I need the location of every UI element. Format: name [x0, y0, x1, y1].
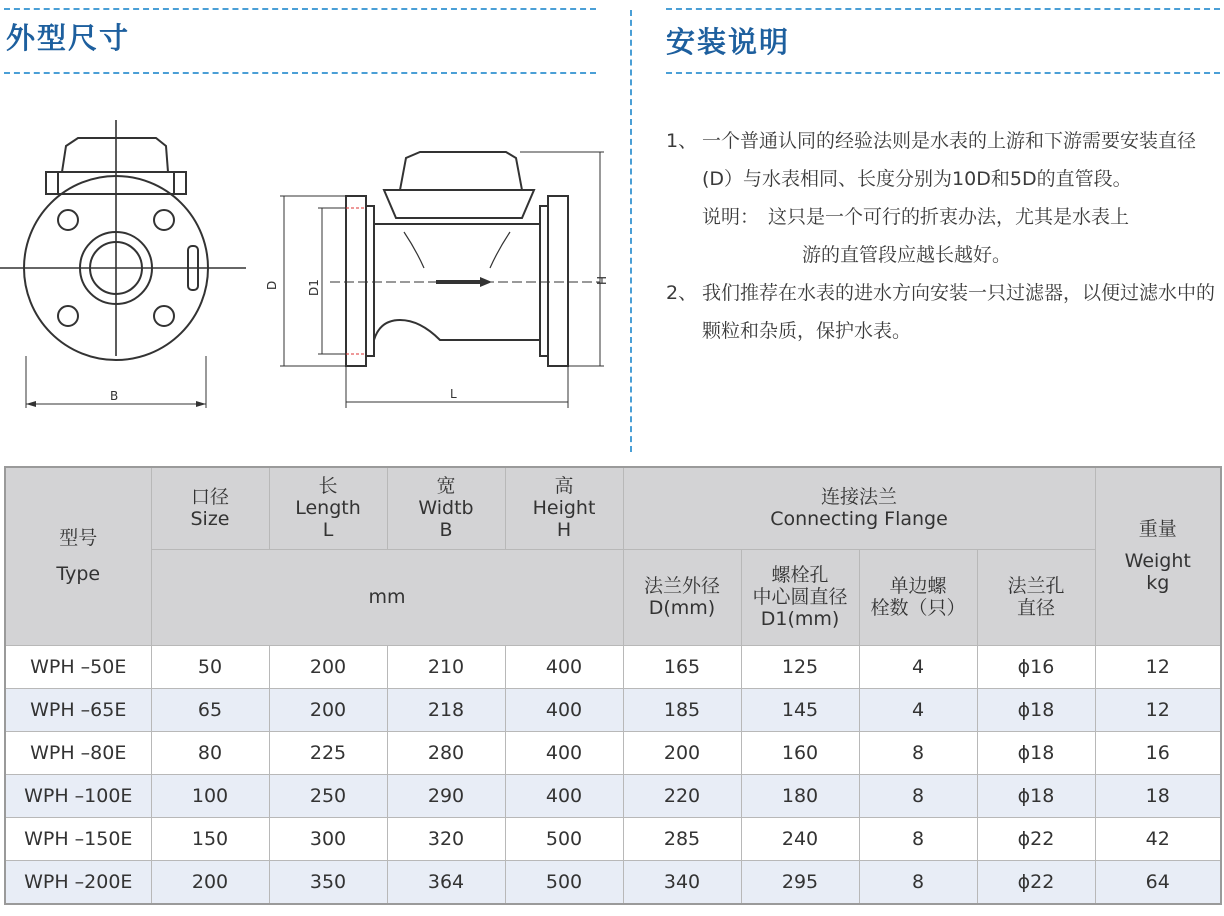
cell-size: 65	[151, 688, 269, 731]
cell-width: 290	[387, 774, 505, 817]
cell-height: 500	[505, 860, 623, 904]
cell-weight: 42	[1095, 817, 1221, 860]
note-1-remark	[666, 198, 1218, 274]
cell-bolt-circle: 295	[741, 860, 859, 904]
cell-height: 500	[505, 817, 623, 860]
cell-width: 218	[387, 688, 505, 731]
cell-height: 400	[505, 688, 623, 731]
dimensions-title: 外型尺寸	[6, 21, 131, 55]
cell-length: 350	[269, 860, 387, 904]
cell-flange-od: 220	[623, 774, 741, 817]
header-height: 高 Height H	[505, 467, 623, 549]
cell-weight: 16	[1095, 731, 1221, 774]
cell-flange-od: 285	[623, 817, 741, 860]
cell-size: 80	[151, 731, 269, 774]
cell-bolt-count: 4	[859, 688, 977, 731]
dim-label-d: D	[265, 280, 279, 290]
cell-bolt-count: 8	[859, 774, 977, 817]
dim-label-d1: D1	[307, 279, 321, 296]
cell-length: 250	[269, 774, 387, 817]
spec-table	[4, 466, 1222, 905]
cell-height: 400	[505, 645, 623, 688]
cell-height: 400	[505, 731, 623, 774]
cell-weight: 12	[1095, 688, 1221, 731]
cell-flange-od: 165	[623, 645, 741, 688]
cell-weight: 18	[1095, 774, 1221, 817]
cell-bolt-circle: 180	[741, 774, 859, 817]
cell-hole-dia: ϕ22	[977, 860, 1095, 904]
cell-type: WPH –80E	[5, 731, 151, 774]
cell-weight: 64	[1095, 860, 1221, 904]
column-divider	[630, 10, 632, 452]
cell-hole-dia: ϕ18	[977, 688, 1095, 731]
note-1	[666, 122, 1218, 198]
remark-label: 说明：	[702, 206, 760, 228]
cell-bolt-count: 8	[859, 817, 977, 860]
cell-width: 210	[387, 645, 505, 688]
header-flange: 连接法兰 Connecting Flange	[623, 467, 1095, 549]
dim-label-b: B	[110, 389, 119, 403]
cell-size: 200	[151, 860, 269, 904]
note-2	[666, 274, 1218, 350]
cell-hole-dia: ϕ16	[977, 645, 1095, 688]
end-view	[0, 120, 246, 408]
title-underline-left	[4, 72, 596, 74]
cell-size: 150	[151, 817, 269, 860]
cell-hole-dia: ϕ18	[977, 774, 1095, 817]
top-rule-left	[4, 8, 596, 10]
side-view	[280, 152, 604, 408]
cell-width: 280	[387, 731, 505, 774]
cell-hole-dia: ϕ22	[977, 817, 1095, 860]
dim-label-l: L	[450, 387, 457, 401]
cell-bolt-count: 8	[859, 731, 977, 774]
cell-bolt-count: 4	[859, 645, 977, 688]
header-mm-unit: mm	[151, 549, 623, 645]
cell-flange-od: 200	[623, 731, 741, 774]
cell-type: WPH –200E	[5, 860, 151, 904]
cell-bolt-circle: 125	[741, 645, 859, 688]
dimension-drawing	[0, 100, 620, 420]
cell-height: 400	[505, 774, 623, 817]
cell-width: 320	[387, 817, 505, 860]
cell-length: 300	[269, 817, 387, 860]
top-rule-right	[666, 8, 1220, 10]
cell-hole-dia: ϕ18	[977, 731, 1095, 774]
header-flange-od: 法兰外径 D(mm)	[623, 549, 741, 645]
cell-width: 364	[387, 860, 505, 904]
table-row	[5, 688, 1221, 731]
cell-weight: 12	[1095, 645, 1221, 688]
note-1-number: 1、	[666, 130, 698, 152]
title-underline-right	[666, 72, 1220, 74]
dim-label-h: H	[594, 276, 608, 286]
header-hole-dia: 法兰孔 直径	[977, 549, 1095, 645]
cell-type: WPH –50E	[5, 645, 151, 688]
cell-length: 200	[269, 645, 387, 688]
remark-line-1: 这只是一个可行的折衷办法，尤其是水表上	[768, 206, 1130, 228]
table-row	[5, 860, 1221, 904]
cell-flange-od: 340	[623, 860, 741, 904]
cell-length: 225	[269, 731, 387, 774]
cell-bolt-count: 8	[859, 860, 977, 904]
cell-length: 200	[269, 688, 387, 731]
header-bolt-count: 单边螺 栓数（只）	[859, 549, 977, 645]
table-row	[5, 731, 1221, 774]
cell-bolt-circle: 240	[741, 817, 859, 860]
header-size: 口径 Size	[151, 467, 269, 549]
cell-type: WPH –150E	[5, 817, 151, 860]
install-notes	[666, 122, 1218, 350]
table-row	[5, 774, 1221, 817]
note-2-text: 我们推荐在水表的进水方向安装一只过滤器，以便过滤水中的颗粒和杂质，保护水表。	[702, 282, 1216, 342]
header-width: 宽 Widtb B	[387, 467, 505, 549]
header-bolt-circle: 螺栓孔 中心圆直径 D1(mm)	[741, 549, 859, 645]
cell-type: WPH –65E	[5, 688, 151, 731]
cell-size: 50	[151, 645, 269, 688]
cell-type: WPH –100E	[5, 774, 151, 817]
cell-bolt-circle: 145	[741, 688, 859, 731]
note-1-text: 一个普通认同的经验法则是水表的上游和下游需要安装直径(D）与水表相同、长度分别为10D和5D的直管段。	[702, 130, 1197, 190]
header-type: 型号 Type	[5, 467, 151, 645]
install-title: 安装说明	[666, 25, 791, 59]
table-row	[5, 645, 1221, 688]
header-length: 长 Length L	[269, 467, 387, 549]
cell-size: 100	[151, 774, 269, 817]
cell-flange-od: 185	[623, 688, 741, 731]
header-weight: 重量 Weight kg	[1095, 467, 1221, 645]
cell-bolt-circle: 160	[741, 731, 859, 774]
remark-line-2: 游的直管段应越长越好。	[802, 244, 1012, 266]
table-row	[5, 817, 1221, 860]
note-2-number: 2、	[666, 282, 698, 304]
